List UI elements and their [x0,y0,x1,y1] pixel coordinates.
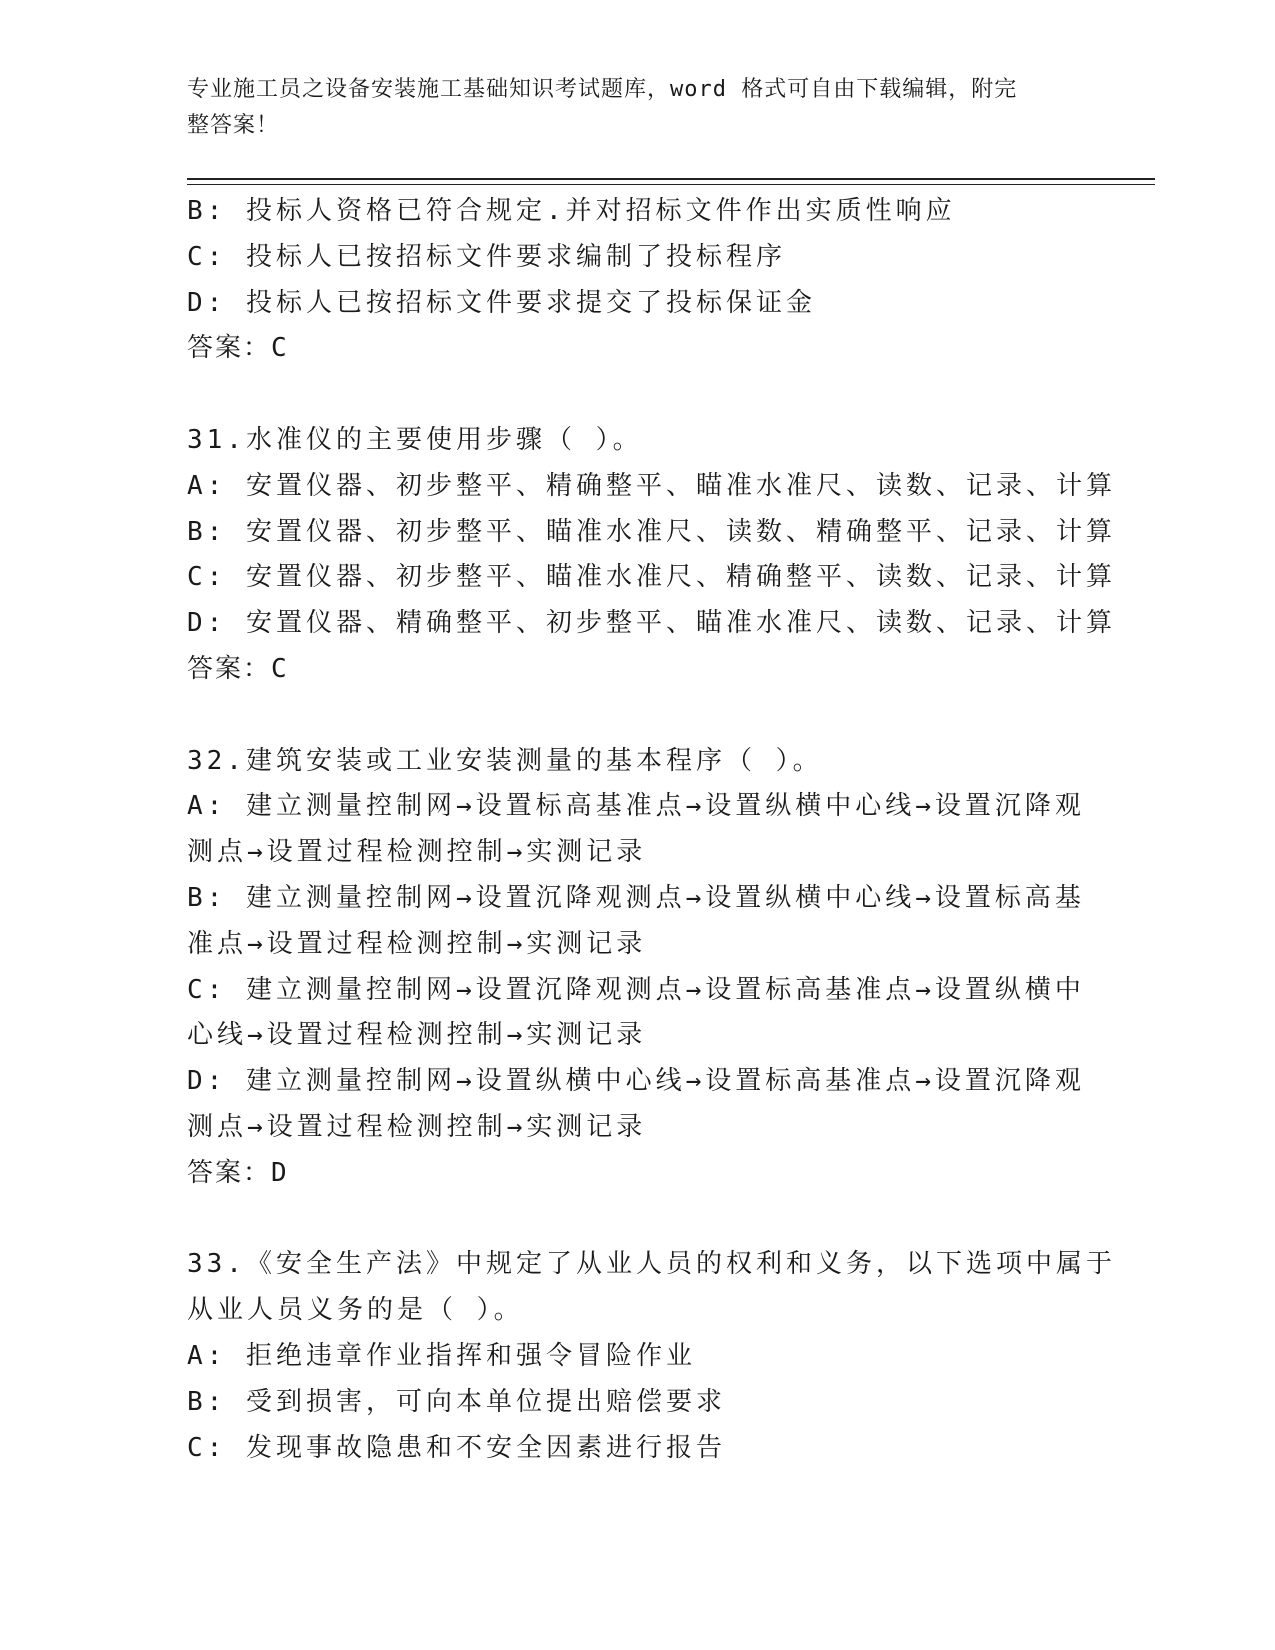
option-line: C: 安置仪器、初步整平、瞄准水准尺、精确整平、读数、记录、计算 [187,562,1116,593]
question-list [187,189,1116,1517]
option-line-continued: 测点→设置过程检测控制→实测记录 [187,837,647,868]
option-line-continued: 心线→设置过程检测控制→实测记录 [187,1020,647,1051]
question-stem-continued: 从业人员义务的是（ ）。 [187,1295,524,1326]
option-line-continued: 准点→设置过程检测控制→实测记录 [187,928,647,959]
answer-line: 答案：C [187,333,289,364]
question-block [187,739,1087,1197]
question-block [187,418,1116,693]
option-line: C: 投标人已按招标文件要求编制了投标程序 [187,241,786,272]
option-line: B: 建立测量控制网→设置沉降观测点→设置纵横中心线→设置标高基 [187,882,1085,913]
option-line-continued: 测点→设置过程检测控制→实测记录 [187,1111,647,1142]
header-line-1: 专业施工员之设备安装施工基础知识考试题库，word 格式可自由下载编辑，附完 [187,77,1018,102]
option-line: A: 拒绝违章作业指挥和强令冒险作业 [187,1340,696,1371]
option-line: C: 建立测量控制网→设置沉降观测点→设置标高基准点→设置纵横中 [187,974,1085,1005]
answer-line: 答案：D [187,1157,289,1188]
option-line: B: 安置仪器、初步整平、瞄准水准尺、读数、精确整平、记录、计算 [187,516,1116,547]
question-stem: 31.水准仪的主要使用步骤（ ）。 [187,424,643,455]
option-line: D: 投标人已按招标文件要求提交了投标保证金 [187,287,816,318]
option-line: A: 建立测量控制网→设置标高基准点→设置纵横中心线→设置沉降观 [187,791,1085,822]
option-line: A: 安置仪器、初步整平、精确整平、瞄准水准尺、读数、记录、计算 [187,470,1116,501]
question-block [187,189,1087,372]
question-stem: 33.《安全生产法》中规定了从业人员的权利和义务，以下选项中属于 [187,1249,1116,1280]
option-line: C: 发现事故隐患和不安全因素进行报告 [187,1432,726,1463]
option-line: D: 安置仪器、精确整平、初步整平、瞄准水准尺、读数、记录、计算 [187,608,1116,639]
question-block [187,1242,1116,1471]
option-line: D: 建立测量控制网→设置纵横中心线→设置标高基准点→设置沉降观 [187,1066,1085,1097]
answer-line: 答案：C [187,653,289,684]
header-rule-thick [187,178,1155,180]
option-line: B: 投标人资格已符合规定.并对招标文件作出实质性响应 [187,196,956,226]
header-rule-thin [187,184,1155,185]
header-line-2: 整答案！ [187,113,280,138]
option-line: B: 受到损害，可向本单位提出赔偿要求 [187,1386,726,1417]
question-stem: 32.建筑安装或工业安装测量的基本程序（ ）。 [187,745,823,776]
page-header [187,72,1067,144]
